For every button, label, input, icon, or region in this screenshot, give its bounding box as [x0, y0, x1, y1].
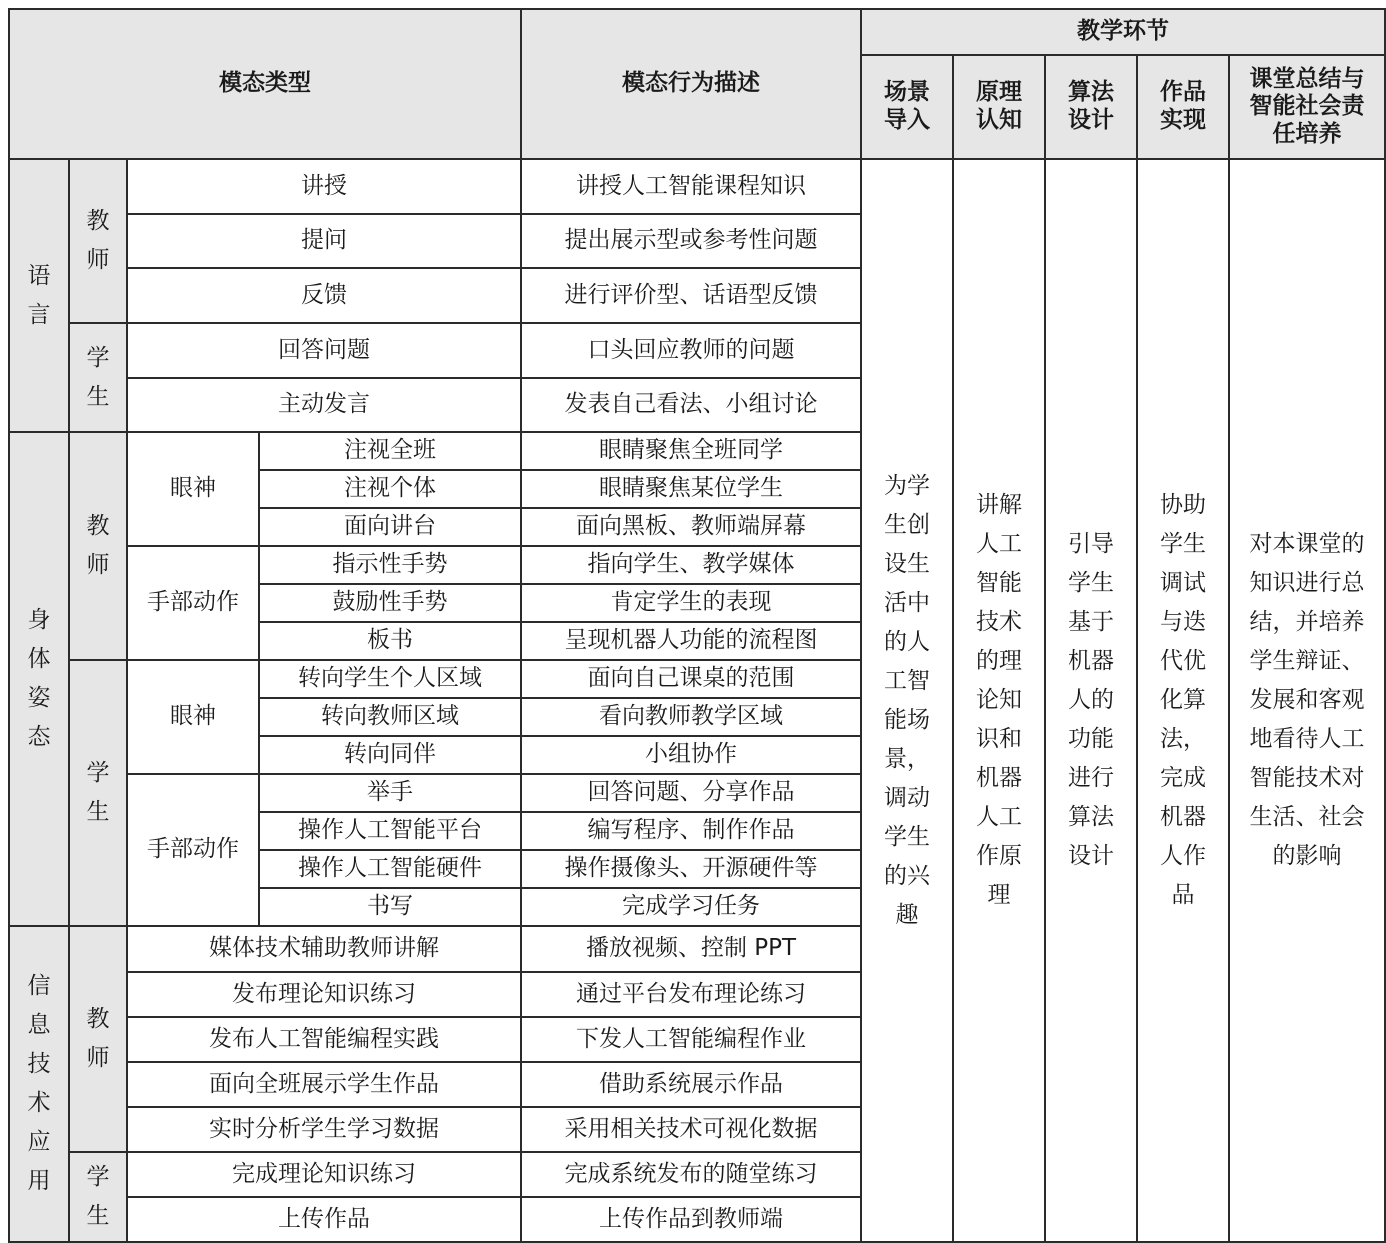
- stage-header-product: 作品 实现: [1137, 55, 1229, 159]
- body-item: 举手: [259, 774, 521, 812]
- body-item: 面向讲台: [259, 508, 521, 546]
- info-desc: 完成系统发布的随堂练习: [521, 1152, 861, 1197]
- info-desc: 播放视频、控制 PPT: [521, 926, 861, 972]
- body-desc: 操作摄像头、开源硬件等: [521, 850, 861, 888]
- info-item: 面向全班展示学生作品: [127, 1062, 521, 1107]
- info-item: 上传作品: [127, 1197, 521, 1242]
- body-item: 操作人工智能平台: [259, 812, 521, 850]
- body-teacher-eye-label: 眼神: [127, 432, 259, 546]
- body-item: 转向教师区域: [259, 698, 521, 736]
- info-item: 发布人工智能编程实践: [127, 1017, 521, 1062]
- language-desc: 讲授人工智能课程知识: [521, 159, 861, 214]
- info-teacher-label: 教 师: [69, 926, 127, 1152]
- info-item: 实时分析学生学习数据: [127, 1107, 521, 1152]
- stage-header-summary: 课堂总结与 智能社会责 任培养: [1229, 55, 1385, 159]
- body-desc: 肯定学生的表现: [521, 584, 861, 622]
- stage-header-algorithm: 算法 设计: [1045, 55, 1137, 159]
- body-item: 转向学生个人区域: [259, 660, 521, 698]
- language-desc: 提出展示型或参考性问题: [521, 214, 861, 268]
- info-desc: 下发人工智能编程作业: [521, 1017, 861, 1062]
- language-teacher-label: 教 师: [69, 159, 127, 323]
- stage-text-summary: 对本课堂的 知识进行总 结，并培养 学生辩证、 发展和客观 地看待人工 智能技术对 生活、社会 的影响: [1229, 159, 1385, 1242]
- body-student-hand-label: 手部动作: [127, 774, 259, 926]
- info-item: 媒体技术辅助教师讲解: [127, 926, 521, 972]
- info-desc: 上传作品到教师端: [521, 1197, 861, 1242]
- stage-text-principle: 讲解 人工 智能 技术 的理 论知 识和 机器 人工 作原 理: [953, 159, 1045, 1242]
- stage-header-principle: 原理 认知: [953, 55, 1045, 159]
- language-item: 反馈: [127, 268, 521, 323]
- language-item: 主动发言: [127, 378, 521, 432]
- language-desc: 进行评价型、话语型反馈: [521, 268, 861, 323]
- body-item: 板书: [259, 622, 521, 660]
- info-desc: 借助系统展示作品: [521, 1062, 861, 1107]
- language-item: 提问: [127, 214, 521, 268]
- body-desc: 编写程序、制作作品: [521, 812, 861, 850]
- info-item: 发布理论知识练习: [127, 972, 521, 1017]
- body-desc: 看向教师教学区域: [521, 698, 861, 736]
- body-item: 注视全班: [259, 432, 521, 470]
- body-desc: 面向自己课桌的范围: [521, 660, 861, 698]
- body-item: 注视个体: [259, 470, 521, 508]
- language-item: 讲授: [127, 159, 521, 214]
- body-desc: 眼睛聚焦全班同学: [521, 432, 861, 470]
- modality-table-container: [8, 8, 1386, 1243]
- body-desc: 面向黑板、教师端屏幕: [521, 508, 861, 546]
- body-desc: 回答问题、分享作品: [521, 774, 861, 812]
- body-teacher-hand-label: 手部动作: [127, 546, 259, 660]
- header-teaching-stage: 教学环节: [861, 9, 1385, 55]
- info-desc: 通过平台发布理论练习: [521, 972, 861, 1017]
- info-item: 完成理论知识练习: [127, 1152, 521, 1197]
- stage-text-intro: 为学 生创 设生 活中 的人 工智 能场 景， 调动 学生 的兴 趣: [861, 159, 953, 1242]
- info-student-label: 学 生: [69, 1152, 127, 1242]
- stage-text-algorithm: 引导 学生 基于 机器 人的 功能 进行 算法 设计: [1045, 159, 1137, 1242]
- category-body-posture: 身 体 姿 态: [9, 432, 69, 926]
- body-student-label: 学 生: [69, 660, 127, 926]
- body-desc: 眼睛聚焦某位学生: [521, 470, 861, 508]
- body-desc: 指向学生、教学媒体: [521, 546, 861, 584]
- language-desc: 口头回应教师的问题: [521, 323, 861, 378]
- body-item: 书写: [259, 888, 521, 926]
- stage-text-product: 协助 学生 调试 与迭 代优 化算 法， 完成 机器 人作 品: [1137, 159, 1229, 1242]
- body-student-eye-label: 眼神: [127, 660, 259, 774]
- body-desc: 小组协作: [521, 736, 861, 774]
- header-modality-desc: 模态行为描述: [521, 9, 861, 159]
- body-desc: 呈现机器人功能的流程图: [521, 622, 861, 660]
- category-language: 语 言: [9, 159, 69, 432]
- language-desc: 发表自己看法、小组讨论: [521, 378, 861, 432]
- header-modality-type: 模态类型: [9, 9, 521, 159]
- body-desc: 完成学习任务: [521, 888, 861, 926]
- body-teacher-label: 教 师: [69, 432, 127, 660]
- body-item: 转向同伴: [259, 736, 521, 774]
- body-item: 指示性手势: [259, 546, 521, 584]
- category-info-tech: 信 息 技 术 应 用: [9, 926, 69, 1242]
- language-student-label: 学 生: [69, 323, 127, 432]
- modality-table: [8, 8, 1386, 1243]
- body-item: 鼓励性手势: [259, 584, 521, 622]
- info-desc: 采用相关技术可视化数据: [521, 1107, 861, 1152]
- language-item: 回答问题: [127, 323, 521, 378]
- body-item: 操作人工智能硬件: [259, 850, 521, 888]
- stage-header-intro: 场景 导入: [861, 55, 953, 159]
